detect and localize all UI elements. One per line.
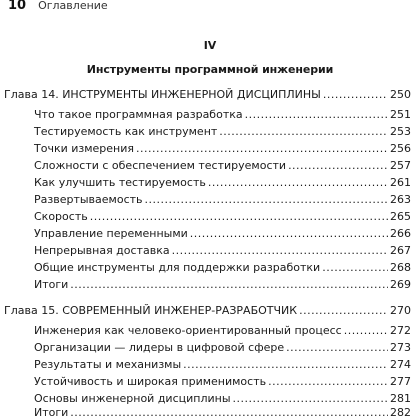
dot-leader — [190, 227, 388, 241]
toc-page-number: 277 — [390, 375, 411, 388]
toc-entry-title: Общие инструменты для поддержки разработки — [34, 261, 321, 274]
toc-entry-title: Скорость — [34, 210, 88, 223]
part-title: Инструменты программной инженерии — [86, 63, 334, 76]
dot-leader — [323, 88, 388, 102]
running-head: Оглавление — [38, 0, 108, 12]
toc-section — [34, 341, 411, 355]
toc-page-number: 261 — [390, 176, 411, 189]
dot-leader — [183, 358, 388, 372]
toc-entry-title: Основы инженерной дисциплины — [34, 392, 231, 405]
dot-leader — [70, 278, 388, 292]
toc-chapter — [4, 304, 411, 318]
toc-section — [34, 227, 411, 241]
toc-page-number: 282 — [390, 406, 411, 419]
toc-entry-title: Как улучшить тестируемость — [34, 176, 206, 189]
dot-leader — [288, 159, 388, 173]
toc-entry-title: Глава 14. ИНСТРУМЕНТЫ ИНЖЕНЕРНОЙ ДИСЦИПЛИНЫ — [4, 88, 321, 101]
toc-section — [34, 261, 411, 275]
dot-leader — [344, 324, 388, 338]
toc-page-number: 256 — [390, 142, 411, 155]
toc-entry-title: Итоги — [34, 406, 69, 419]
toc-section — [34, 142, 411, 156]
toc-page-number: 268 — [390, 261, 411, 274]
dot-leader — [172, 244, 388, 258]
dot-leader — [208, 176, 388, 190]
toc-page-number: 253 — [390, 125, 411, 138]
dot-leader — [268, 375, 388, 389]
dot-leader — [70, 406, 388, 420]
toc-entry-title: Непрерывная доставка — [34, 244, 170, 257]
toc-page-number: 263 — [390, 193, 411, 206]
toc-page-number: 270 — [390, 304, 411, 317]
toc-section — [34, 210, 411, 224]
toc-section — [34, 392, 411, 406]
dot-leader — [299, 304, 388, 318]
toc-section — [34, 244, 411, 258]
page-number: 10 — [8, 0, 27, 13]
toc-section — [34, 278, 411, 292]
toc-entry-title: Сложности с обеспечением тестируемости — [34, 159, 287, 172]
toc-entry-title: Организации — лидеры в цифровой сфере — [34, 341, 285, 354]
toc-section — [34, 125, 411, 139]
toc-page-number: 265 — [390, 210, 411, 223]
dot-leader — [219, 125, 388, 139]
toc-chapter — [4, 88, 411, 102]
toc-entry-title: Управление переменными — [34, 227, 188, 240]
toc-page-number: 269 — [390, 278, 411, 291]
toc-entry-title: Инженерия как человеко-ориентированный процесс — [34, 324, 342, 337]
toc-section — [34, 375, 411, 389]
toc-page-number: 281 — [390, 392, 411, 405]
toc-page-number: 274 — [390, 358, 411, 371]
dot-leader — [286, 341, 388, 355]
toc-entry-title: Глава 15. СОВРЕМЕННЫЙ ИНЖЕНЕР-РАЗРАБОТЧИК — [4, 304, 298, 317]
toc-section — [34, 108, 411, 122]
toc-entry-title: Развертываемость — [34, 193, 143, 206]
toc-entry-title: Результаты и механизмы — [34, 358, 182, 371]
dot-leader — [233, 392, 388, 406]
dot-leader — [245, 108, 388, 122]
toc-section — [34, 406, 411, 420]
toc-section — [34, 358, 411, 372]
dot-leader — [90, 210, 388, 224]
dot-leader — [136, 142, 388, 156]
toc-entry-title: Тестируемость как инструмент — [34, 125, 218, 138]
toc-section — [34, 193, 411, 207]
toc-entry-title: Итоги — [34, 278, 69, 291]
part-number: IV — [203, 39, 217, 52]
page-header — [8, 0, 108, 12]
toc-entry-title: Точки измерения — [34, 142, 135, 155]
toc-page-number: 273 — [390, 341, 411, 354]
toc-section — [34, 324, 411, 338]
toc-entry-title: Что такое программная разработка — [34, 108, 243, 121]
toc-page-number: 251 — [390, 108, 411, 121]
toc-page-number: 250 — [390, 88, 411, 101]
dot-leader — [322, 261, 388, 275]
dot-leader — [145, 193, 388, 207]
toc-page-number: 267 — [390, 244, 411, 257]
toc-page-number: 257 — [390, 159, 411, 172]
toc-entry-title: Устойчивость и широкая применимость — [34, 375, 267, 388]
toc-page-number: 272 — [390, 324, 411, 337]
toc-page-number: 266 — [390, 227, 411, 240]
toc-section — [34, 159, 411, 173]
toc-section — [34, 176, 411, 190]
